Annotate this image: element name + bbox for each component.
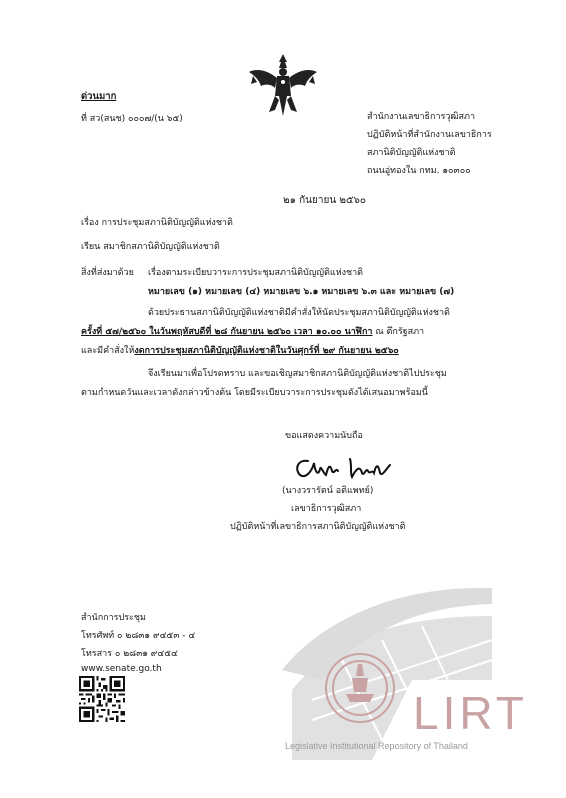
subject-line: เรื่อง การประชุมสภานิติบัญญัติแห่งชาติ <box>81 218 233 228</box>
repository-caption: Legislative Institutional Repository of Thailand <box>285 741 468 751</box>
letter-date: ๒๑ กันยายน ๒๕๖๐ <box>283 195 366 206</box>
document-number: ที่ สว(สนช) ๐๐๐๗/(น ๖๕) <box>81 114 183 124</box>
order-intro: และมีคำสั่งให้ <box>81 346 135 356</box>
body-paragraph1-line2 <box>81 324 424 338</box>
signer-title2: ปฏิบัติหน้าที่เลขาธิการสภานิติบัญญัติแห่งชาติ <box>230 522 406 532</box>
office-address-line2: ปฏิบัติหน้าที่สำนักงานเลขาธิการ <box>367 130 492 140</box>
signer-title1: เลขาธิการวุฒิสภา <box>291 504 362 514</box>
enclosure-label: สิ่งที่ส่งมาด้วย <box>81 268 134 278</box>
office-address-line3: สภานิติบัญญัติแห่งชาติ <box>367 148 456 158</box>
handwritten-signature <box>290 453 395 481</box>
garuda-emblem-icon <box>247 50 319 122</box>
body-paragraph2-line1: จึงเรียนมาเพื่อโปรดทราบ และขอเชิญสมาชิกสภานิติบัญญัติแห่งชาติไปประชุม <box>148 369 447 379</box>
footer-fax: โทรสาร ๐ ๒๘๓๑ ๙๔๕๔ <box>81 649 178 659</box>
closing-phrase: ขอแสดงความนับถือ <box>285 431 363 441</box>
salutation-line: เรียน สมาชิกสภานิติบัญญัติแห่งชาติ <box>81 242 220 252</box>
lirt-logo-text: LIRT <box>413 687 528 739</box>
body-paragraph1-line1: ด้วยประธานสภานิติบัญญัติแห่งชาติมีคำสั่งให้นัดประชุมสภานิติบัญญัติแห่งชาติ <box>148 308 450 318</box>
enclosure-text: เรื่องตามระเบียบวาระการประชุมสภานิติบัญญัติแห่งชาติ <box>148 268 364 278</box>
body-paragraph2-line2: ตามกำหนดวันและเวลาดังกล่าวข้างต้น โดยมีระเบียบวาระการประชุมดังได้เสนอมาพร้อมนี้ <box>81 388 428 398</box>
meeting-datetime: ครั้งที่ ๕๗/๒๕๖๐ ในวันพฤหัสบดีที่ ๒๘ กันยายน ๒๕๖๐ เวลา ๑๐.๐๐ นาฬิกา <box>81 327 373 337</box>
meeting-cancellation: งดการประชุมสภานิติบัญญัติแห่งชาติในวันศุกร์ที่ ๒๙ กันยายน ๒๕๖๐ <box>134 346 399 356</box>
office-address-line1: สำนักงานเลขาธิการวุฒิสภา <box>367 112 476 122</box>
office-address-line4: ถนนอู่ทองใน กทม. ๑๐๓๐๐ <box>367 166 471 176</box>
urgency-label: ด่วนมาก <box>81 91 117 102</box>
signer-name: (นางวรารัตน์ อติแพทย์) <box>282 486 374 496</box>
footer-office: สำนักการประชุม <box>81 613 146 623</box>
qr-code <box>79 676 125 722</box>
meeting-venue: ณ ตึกรัฐสภา <box>372 327 425 337</box>
body-paragraph1-line3 <box>81 343 399 357</box>
enclosure-numbers: หมายเลข (๑) หมายเลข (๔) หมายเลข ๖.๑ หมายเลข ๖.๓ และ หมายเลข (๗) <box>148 287 455 297</box>
footer-phone: โทรศัพท์ ๐ ๒๘๓๑ ๙๔๕๓ - ๔ <box>81 631 196 641</box>
footer-website: www.senate.go.th <box>81 664 162 674</box>
